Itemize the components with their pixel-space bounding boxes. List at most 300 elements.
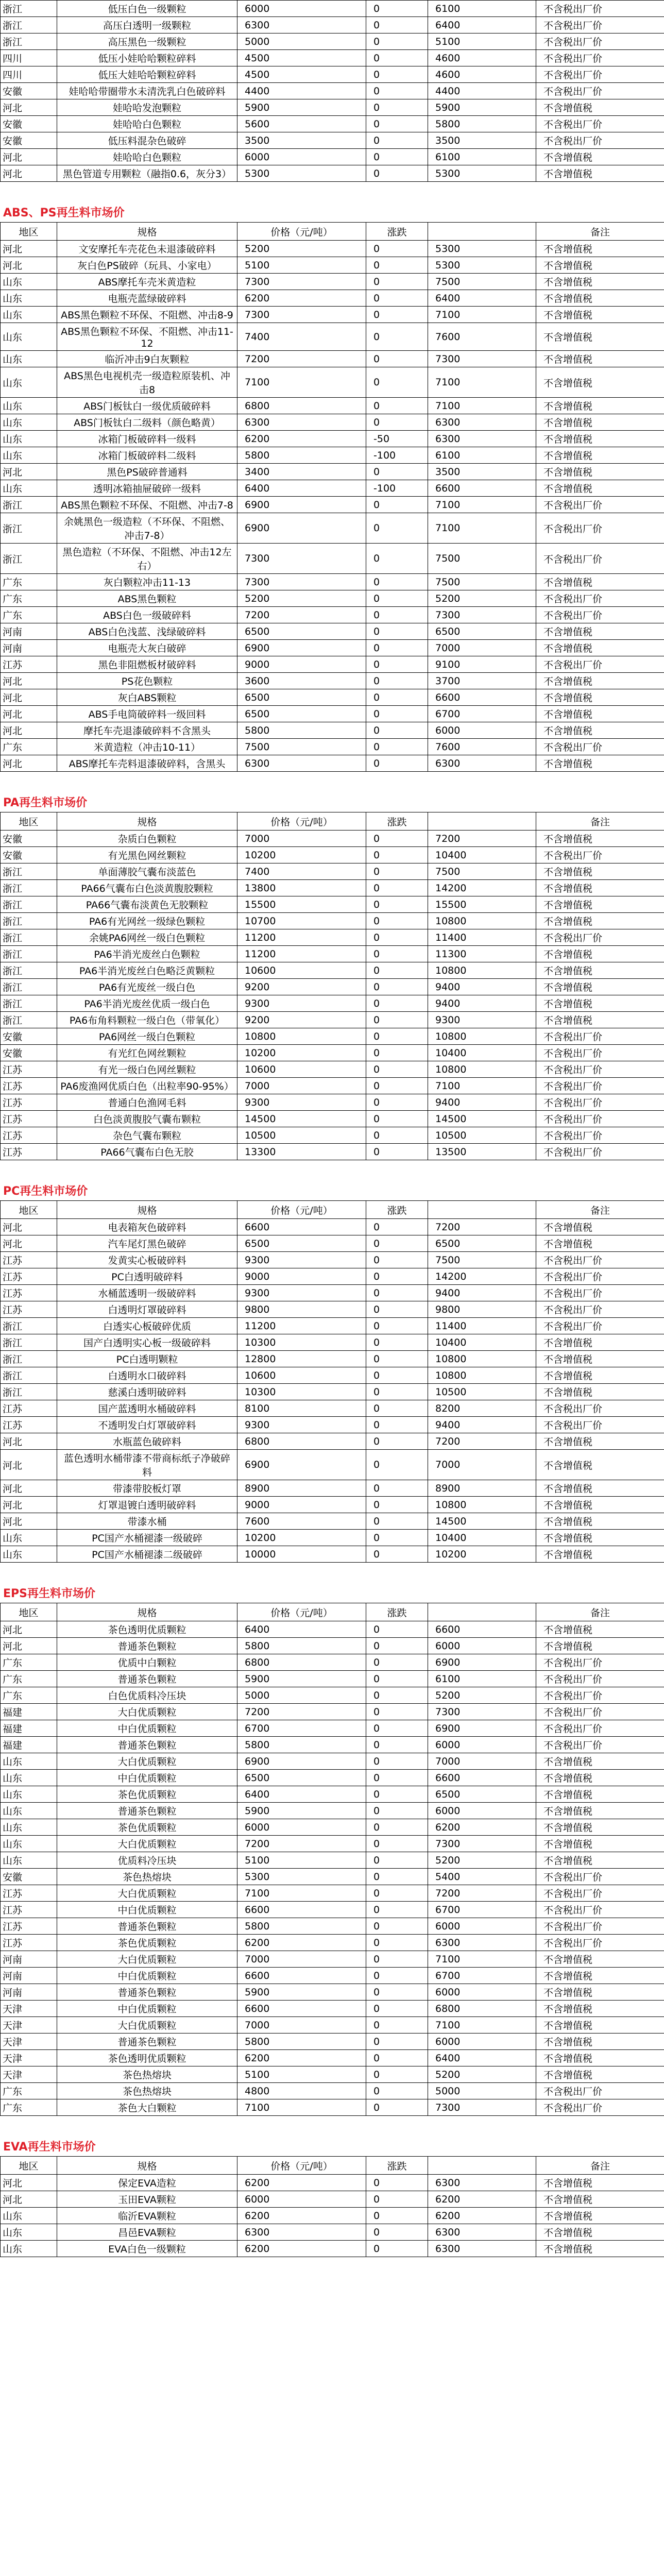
region-cell: 福建 [1,1720,57,1737]
prev-price-cell: 7100 [428,1078,536,1094]
prev-price-cell: 6300 [428,431,536,447]
region-cell: 浙江 [1,863,57,880]
table-row [1,1704,664,1720]
spec-cell: 茶色热熔块 [57,2066,237,2083]
prev-price-cell: 5300 [428,241,536,257]
price-cell: 6900 [237,513,366,544]
change-cell: 0 [366,2033,428,2050]
price-cell: 7600 [237,1513,366,1530]
change-cell: 0 [366,307,428,323]
spec-cell: ABS黑色颗粒不环保、不阻燃、冲击8-9 [57,307,237,323]
table-row [1,2175,664,2191]
prev-price-cell: 7200 [428,831,536,847]
prev-price-cell: 7500 [428,544,536,574]
prev-price-cell: 7100 [428,1951,536,1968]
region-cell: 浙江 [1,513,57,544]
note-cell: 不含税出厂价 [536,929,664,946]
note-cell: 不含税出厂价 [536,656,664,673]
note-cell: 不含增值税 [536,880,664,896]
price-cell: 9300 [237,1285,366,1301]
note-cell: 不含增值税 [536,2208,664,2224]
spec-cell: 昌邑EVA颗粒 [57,2224,237,2241]
change-cell: 0 [366,241,428,257]
change-cell: 0 [366,673,428,689]
prev-price-cell: 6000 [428,1918,536,1935]
change-cell: 0 [366,1819,428,1836]
prev-price-cell: 6700 [428,1902,536,1918]
prev-price-cell: 6200 [428,2208,536,2224]
change-cell: 0 [366,640,428,656]
price-cell: 6400 [237,1621,366,1638]
region-cell: 河北 [1,673,57,689]
region-cell: 浙江 [1,1,57,17]
change-cell: 0 [366,1513,428,1530]
note-cell: 不含税出厂价 [536,607,664,623]
table-row [1,2241,664,2257]
table-row [1,1318,664,1334]
price-cell: 5800 [237,2033,366,2050]
region-cell: 江苏 [1,1301,57,1318]
region-cell: 安徽 [1,116,57,132]
note-cell: 不含增值税 [536,1530,664,1546]
table-row [1,33,664,50]
note-cell: 不含增值税 [536,689,664,706]
table-row [1,513,664,544]
column-header: 规格 [57,1603,237,1621]
spec-cell: PA6有光网丝一级绿色颗粒 [57,913,237,929]
spec-cell: 茶色热熔块 [57,1869,237,1885]
price-cell: 9000 [237,1268,366,1285]
spec-cell: 米黄造粒（冲击10-11） [57,739,237,755]
region-cell: 江苏 [1,1417,57,1433]
table-row [1,590,664,607]
prev-price-cell: 7300 [428,1836,536,1852]
table-row [1,2050,664,2066]
table-row [1,722,664,739]
table-row [1,480,664,497]
change-cell: 0 [366,2208,428,2224]
region-cell: 山东 [1,290,57,307]
spec-cell: 临沂EVA颗粒 [57,2208,237,2224]
change-cell: 0 [366,1400,428,1417]
change-cell: 0 [366,1654,428,1671]
spec-cell: 茶色优质颗粒 [57,1819,237,1836]
change-cell: 0 [366,149,428,165]
change-cell: 0 [366,863,428,880]
prev-price-cell: 10800 [428,1351,536,1367]
region-cell: 浙江 [1,995,57,1012]
change-cell: 0 [366,1012,428,1028]
section-gap [0,1160,664,1183]
prev-price-cell: 8900 [428,1480,536,1497]
price-cell: 7100 [237,2099,366,2116]
price-cell: 7100 [237,367,366,398]
price-cell: 5900 [237,1803,366,1819]
column-header: 涨跌 [366,1603,428,1621]
change-cell: 0 [366,2066,428,2083]
change-cell: 0 [366,2224,428,2241]
spec-cell: PA6布角料颗粒一级白色（带氧化） [57,1012,237,1028]
note-cell: 不含增值税 [536,1480,664,1497]
change-cell: 0 [366,66,428,83]
change-cell: 0 [366,1450,428,1480]
table-row [1,995,664,1012]
note-cell: 不含税出厂价 [536,1869,664,1885]
note-cell: 不含增值税 [536,1497,664,1513]
note-cell: 不含增值税 [536,979,664,995]
note-cell: 不含税出厂价 [536,66,664,83]
column-header [428,1603,536,1621]
prev-price-cell: 13500 [428,1144,536,1160]
spec-cell: EVA白色一级颗粒 [57,2241,237,2257]
note-cell: 不含增值税 [536,673,664,689]
spec-cell: 发黄实心板破碎料 [57,1252,237,1268]
price-cell: 9300 [237,1252,366,1268]
prev-price-cell: 6600 [428,480,536,497]
table-row [1,1753,664,1770]
table-row [1,447,664,464]
price-cell: 7300 [237,307,366,323]
price-cell: 7000 [237,1078,366,1094]
column-header: 备注 [536,1603,664,1621]
change-cell: 0 [366,351,428,367]
note-cell: 不含增值税 [536,1753,664,1770]
prev-price-cell: 7200 [428,1885,536,1902]
price-cell: 7400 [237,323,366,351]
prev-price-cell: 10200 [428,1546,536,1563]
spec-cell: 透明冰箱抽屉破碎一级料 [57,480,237,497]
spec-cell: 杂质白色颗粒 [57,831,237,847]
note-cell: 不含增值税 [536,2066,664,2083]
column-header: 地区 [1,1603,57,1621]
table-row [1,1094,664,1111]
change-cell: 0 [366,607,428,623]
region-cell: 河北 [1,257,57,274]
prev-price-cell: 10800 [428,1367,536,1384]
region-cell: 山东 [1,447,57,464]
prev-price-cell: 9300 [428,1012,536,1028]
price-cell: 9000 [237,656,366,673]
price-table [0,1603,664,2116]
note-cell: 不含增值税 [536,1513,664,1530]
prev-price-cell: 9800 [428,1301,536,1318]
note-cell: 不含增值税 [536,99,664,116]
prev-price-cell: 6300 [428,2224,536,2241]
region-cell: 江苏 [1,1094,57,1111]
prev-price-cell: 6000 [428,1737,536,1753]
table-row [1,1530,664,1546]
price-section [0,1160,664,1563]
change-cell: 0 [366,2191,428,2208]
change-cell: 0 [366,1078,428,1094]
change-cell: 0 [366,1546,428,1563]
prev-price-cell: 7300 [428,2099,536,2116]
price-cell: 7000 [237,831,366,847]
note-cell: 不含增值税 [536,722,664,739]
change-cell: 0 [366,1885,428,1902]
table-row [1,132,664,149]
change-cell: 0 [366,50,428,66]
table-row [1,1638,664,1654]
prev-price-cell: 6300 [428,2175,536,2191]
table-row [1,2191,664,2208]
price-cell: 3500 [237,132,366,149]
region-cell: 河北 [1,165,57,182]
table-row [1,398,664,414]
change-cell: 0 [366,1935,428,1951]
spec-cell: 余姚PA6网丝一级白色颗粒 [57,929,237,946]
prev-price-cell: 6100 [428,1,536,17]
region-cell: 浙江 [1,962,57,979]
note-cell: 不含税出厂价 [536,1902,664,1918]
spec-cell: ABS黑色颗粒不环保、不阻燃、冲击7-8 [57,497,237,513]
region-cell: 广东 [1,739,57,755]
price-section [0,2116,664,2257]
change-cell: -100 [366,480,428,497]
prev-price-cell: 5900 [428,99,536,116]
change-cell: 0 [366,896,428,913]
change-cell: 0 [366,2050,428,2066]
prev-price-cell: 6500 [428,1235,536,1252]
table-row [1,656,664,673]
note-cell: 不含税出厂价 [536,1094,664,1111]
price-cell: 6600 [237,2001,366,2017]
note-cell: 不含增值税 [536,464,664,480]
price-cell: 6800 [237,1654,366,1671]
region-cell: 天津 [1,2066,57,2083]
prev-price-cell: 7500 [428,274,536,290]
change-cell: 0 [366,1,428,17]
region-cell: 安徽 [1,1869,57,1885]
region-cell: 广东 [1,2083,57,2099]
price-cell: 6400 [237,1786,366,1803]
prev-price-cell: 9400 [428,1285,536,1301]
price-cell: 6900 [237,497,366,513]
table-row [1,1367,664,1384]
spec-cell: 有光一级白色网丝颗粒 [57,1061,237,1078]
prev-price-cell: 7300 [428,351,536,367]
price-cell: 6500 [237,1770,366,1786]
price-cell: 6900 [237,1753,366,1770]
region-cell: 河北 [1,2175,57,2191]
prev-price-cell: 8200 [428,1400,536,1417]
spec-cell: ABS门板钛白一级优质破碎料 [57,398,237,414]
note-cell: 不含税出厂价 [536,497,664,513]
change-cell: 0 [366,1028,428,1045]
price-section [0,182,664,772]
spec-cell: 汽车尾灯黑色破碎 [57,1235,237,1252]
prev-price-cell: 7300 [428,607,536,623]
note-cell: 不含增值税 [536,863,664,880]
note-cell: 不含增值税 [536,1546,664,1563]
price-cell: 7400 [237,863,366,880]
price-cell: 5100 [237,1852,366,1869]
prev-price-cell: 10800 [428,1028,536,1045]
note-cell: 不含税出厂价 [536,1918,664,1935]
price-cell: 15500 [237,896,366,913]
column-header [428,2157,536,2175]
prev-price-cell: 7100 [428,497,536,513]
column-header [428,1201,536,1219]
prev-price-cell: 5300 [428,257,536,274]
change-cell: 0 [366,1061,428,1078]
table-row [1,1687,664,1704]
region-cell: 天津 [1,2017,57,2033]
prev-price-cell: 6200 [428,2191,536,2208]
change-cell: 0 [366,995,428,1012]
prev-price-cell: 9100 [428,656,536,673]
note-cell: 不含增值税 [536,2001,664,2017]
prev-price-cell: 6700 [428,706,536,722]
prev-price-cell: 10800 [428,913,536,929]
prev-price-cell: 10400 [428,1334,536,1351]
spec-cell: PA6有光废丝一级白色 [57,979,237,995]
prev-price-cell: 9400 [428,979,536,995]
price-cell: 5800 [237,1918,366,1935]
region-cell: 山东 [1,1819,57,1836]
table-row [1,414,664,431]
table-row [1,274,664,290]
spec-cell: 白色淡黄腹胶气囊布颗粒 [57,1111,237,1127]
price-cell: 6000 [237,1819,366,1836]
prev-price-cell: 14500 [428,1111,536,1127]
spec-cell: 茶色大白颗粒 [57,2099,237,2116]
region-cell: 山东 [1,274,57,290]
change-cell: 0 [366,755,428,772]
region-cell: 山东 [1,1770,57,1786]
note-cell: 不含税出厂价 [536,1687,664,1704]
column-header: 涨跌 [366,1201,428,1219]
note-cell: 不含增值税 [536,241,664,257]
change-cell: 0 [366,1497,428,1513]
prev-price-cell: 10400 [428,847,536,863]
price-cell: 4400 [237,83,366,99]
table-row [1,1803,664,1819]
prev-price-cell: 7500 [428,574,536,590]
prev-price-cell: 6400 [428,2050,536,2066]
spec-cell: 黑色非阻燃板材破碎料 [57,656,237,673]
spec-cell: 娃哈哈带圈带水未清洗乳白色破碎料 [57,83,237,99]
note-cell: 不含税出厂价 [536,1,664,17]
table-row [1,623,664,640]
change-cell: -100 [366,447,428,464]
note-cell: 不含增值税 [536,1803,664,1819]
column-header: 地区 [1,1201,57,1219]
region-cell: 浙江 [1,1012,57,1028]
spec-cell: 冰箱门板破碎料二级料 [57,447,237,464]
price-cell: 9800 [237,1301,366,1318]
spec-cell: 普通茶色颗粒 [57,2033,237,2050]
prev-price-cell: 6300 [428,1935,536,1951]
table-row [1,83,664,99]
price-cell: 6300 [237,755,366,772]
price-cell: 5800 [237,1737,366,1753]
change-cell: 0 [366,1852,428,1869]
table-row [1,739,664,755]
prev-price-cell: 9400 [428,1094,536,1111]
change-cell: 0 [366,99,428,116]
note-cell: 不含税出厂价 [536,1885,664,1902]
price-cell: 7200 [237,607,366,623]
price-cell: 11200 [237,929,366,946]
price-cell: 6300 [237,17,366,33]
change-cell: 0 [366,1111,428,1127]
table-header-row [1,223,664,241]
note-cell: 不含增值税 [536,755,664,772]
section-gap [0,1563,664,1585]
price-table [0,222,664,772]
price-cell: 7100 [237,1885,366,1902]
spec-cell: 灰白ABS颗粒 [57,689,237,706]
change-cell: 0 [366,544,428,574]
region-cell: 山东 [1,431,57,447]
region-cell: 浙江 [1,33,57,50]
column-header [428,223,536,241]
region-cell: 江苏 [1,1935,57,1951]
spec-cell: 大白优质颗粒 [57,1951,237,1968]
prev-price-cell: 11300 [428,946,536,962]
region-cell: 河北 [1,1433,57,1450]
prev-price-cell: 6600 [428,1621,536,1638]
price-table [0,812,664,1160]
table-row [1,323,664,351]
prev-price-cell: 6300 [428,2241,536,2257]
change-cell: 0 [366,623,428,640]
price-cell: 10200 [237,847,366,863]
note-cell: 不含税出厂价 [536,1028,664,1045]
prev-price-cell: 7100 [428,367,536,398]
change-cell: 0 [366,1144,428,1160]
table-row [1,1078,664,1094]
change-cell: 0 [366,1869,428,1885]
note-cell: 不含税出厂价 [536,1268,664,1285]
change-cell: 0 [366,464,428,480]
note-cell: 不含增值税 [536,1621,664,1638]
spec-cell: 茶色热熔块 [57,2083,237,2099]
note-cell: 不含增值税 [536,1984,664,2001]
table-row [1,307,664,323]
note-cell: 不含税出厂价 [536,116,664,132]
note-cell: 不含税出厂价 [536,1127,664,1144]
table-row [1,2208,664,2224]
section-title: PA再生料市场价 [3,796,88,809]
change-cell: 0 [366,1384,428,1400]
spec-cell: 水桶蓝透明一级破碎料 [57,1285,237,1301]
region-cell: 浙江 [1,1351,57,1367]
prev-price-cell: 7500 [428,1252,536,1268]
region-cell: 广东 [1,2099,57,2116]
table-row [1,607,664,623]
column-header: 价格（元/吨） [237,1603,366,1621]
change-cell: 0 [366,1786,428,1803]
table-row [1,1012,664,1028]
table-row [1,66,664,83]
price-cell: 5200 [237,590,366,607]
column-header: 备注 [536,812,664,831]
prev-price-cell: 6500 [428,623,536,640]
table-row [1,1127,664,1144]
price-cell: 6500 [237,623,366,640]
price-cell: 6500 [237,689,366,706]
column-header: 备注 [536,2157,664,2175]
price-cell: 7200 [237,351,366,367]
table-header-row [1,1201,664,1219]
table-row [1,1061,664,1078]
region-cell: 福建 [1,1737,57,1753]
spec-cell: 低压料混杂色破碎 [57,132,237,149]
table-row [1,241,664,257]
price-cell: 6200 [237,290,366,307]
